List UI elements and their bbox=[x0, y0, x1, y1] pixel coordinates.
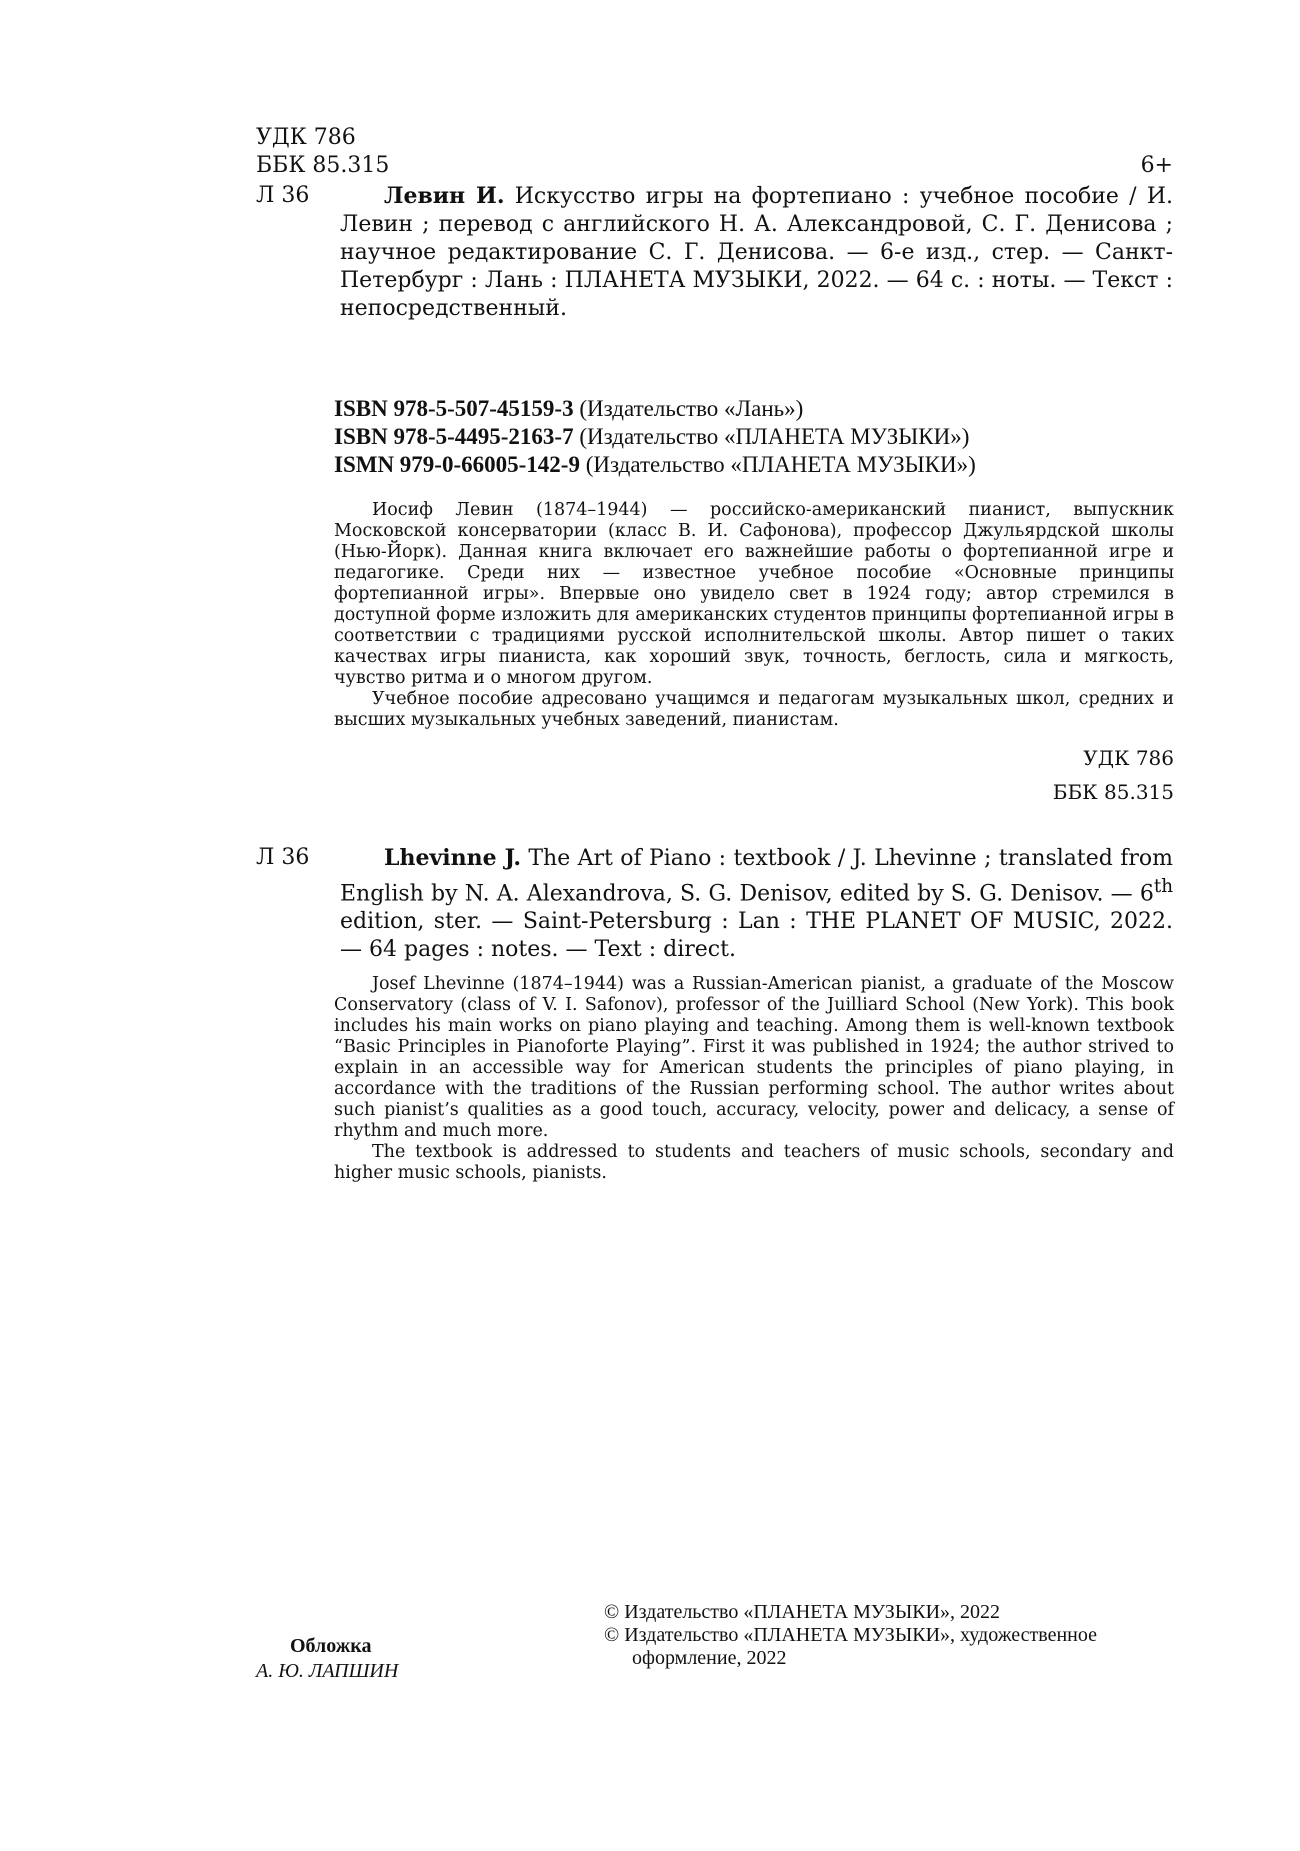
cover-credit-artist: А. Ю. ЛАПШИН bbox=[256, 1660, 399, 1682]
identifier-line bbox=[334, 395, 1174, 423]
copyright-block bbox=[604, 1601, 1164, 1670]
bibliographic-entry-ru bbox=[340, 182, 1173, 323]
edition-superscript: th bbox=[1153, 876, 1173, 897]
abstract-paragraph: Иосиф Левин (1874–1944) — российско-американский пианист, выпускник Московской консерватории (класс В. И. Сафонова), профессор Джульярдской школы (Нью-Йорк). Данная книга включает его важнейшие работы о фортепианной игре и педагогике. Среди них — известное учебное пособие «Основные принципы фортепианной игры». Впервые оно увидело свет в 1924 году; автор стремился в доступной форме изложить для американских студентов принципы фортепианной игры в соответствии с традициями русской исполнительской школы. Автор пишет о таких качествах игры пианиста, как хороший звук, точность, беглость, сила и мягкость, чувство ритма и о многом другом. bbox=[334, 500, 1174, 688]
entry-description-en-continued: edition, ster. — Saint-Petersburg : Lan : THE PLANET OF MUSIC, 2022. — 64 pages : notes. — Text : direct. bbox=[340, 909, 1173, 963]
cover-credit-label: Обложка bbox=[290, 1635, 372, 1657]
identifier-number: ISMN 979-0-66005-142-9 bbox=[334, 452, 580, 477]
author-sign-ru: Л 36 bbox=[256, 183, 310, 208]
author-sign-en: Л 36 bbox=[256, 845, 310, 870]
bbk-code: ББК 85.315 bbox=[256, 153, 390, 178]
identifier-publisher: (Издательство «ПЛАНЕТА МУЗЫКИ») bbox=[579, 424, 970, 449]
age-rating: 6+ bbox=[1140, 153, 1173, 178]
entry-description-en: The Art of Piano : textbook / J. Lhevinne ; translated from English by N. A. Alexandrova, S. G. Denisov, edited by S. G. Denisov. — 6 bbox=[340, 846, 1174, 907]
udk-code-bottom: УДК 786 bbox=[1083, 746, 1174, 770]
author-name-ru: Левин И. bbox=[384, 183, 505, 209]
identifier-publisher: (Издательство «Лань») bbox=[579, 396, 804, 421]
identifier-line bbox=[334, 423, 1174, 451]
entry-description-ru: Искусство игры на фортепиано : учебное пособие / И. Левин ; перевод с английского Н. А. Александровой, С. Г. Денисова ; научное редактирование С. Г. Денисова. — 6-е изд., стер. — Санкт-Петербург : Лань : ПЛАНЕТА МУЗЫКИ, 2022. — 64 с. : ноты. — Текст : непосредственный. bbox=[340, 184, 1174, 321]
identifier-number: ISBN 978-5-507-45159-3 bbox=[334, 396, 574, 421]
identifier-number: ISBN 978-5-4495-2163-7 bbox=[334, 424, 574, 449]
identifier-list bbox=[334, 395, 1174, 479]
abstract-ru bbox=[334, 500, 1174, 731]
bibliographic-entry-en bbox=[340, 844, 1173, 964]
identifier-line bbox=[334, 451, 1174, 479]
author-name-en: Lhevinne J. bbox=[384, 845, 521, 871]
abstract-en bbox=[334, 974, 1174, 1184]
abstract-paragraph: Josef Lhevinne (1874–1944) was a Russian-American pianist, a graduate of the Moscow Conservatory (class of V. I. Safonov), professor of the Juilliard School (New York). This book includes his main works on piano playing and teaching. Among them is well-known textbook “Basic Principles in Pianoforte Playing”. First it was published in 1924; the author strived to explain in an accessible way for American students the principles of piano playing, in accordance with the traditions of the Russian performing school. The author writes about such pianist’s qualities as a good touch, accuracy, velocity, power and delicacy, a sense of rhythm and much more. bbox=[334, 974, 1174, 1141]
abstract-paragraph: Учебное пособие адресовано учащимся и педагогам музыкальных школ, средних и высших музыкальных учебных заведений, пианистам. bbox=[334, 689, 1174, 730]
abstract-paragraph: The textbook is addressed to students and teachers of music schools, secondary and higher music schools, pianists. bbox=[334, 1142, 1174, 1183]
udk-code: УДК 786 bbox=[256, 125, 356, 150]
identifier-publisher: (Издательство «ПЛАНЕТА МУЗЫКИ») bbox=[585, 452, 976, 477]
copyright-line: © Издательство «ПЛАНЕТА МУЗЫКИ», 2022 bbox=[604, 1601, 1001, 1623]
copyright-line: © Издательство «ПЛАНЕТА МУЗЫКИ», художественное оформление, 2022 bbox=[604, 1624, 1097, 1669]
bbk-code-bottom: ББК 85.315 bbox=[1052, 780, 1174, 804]
